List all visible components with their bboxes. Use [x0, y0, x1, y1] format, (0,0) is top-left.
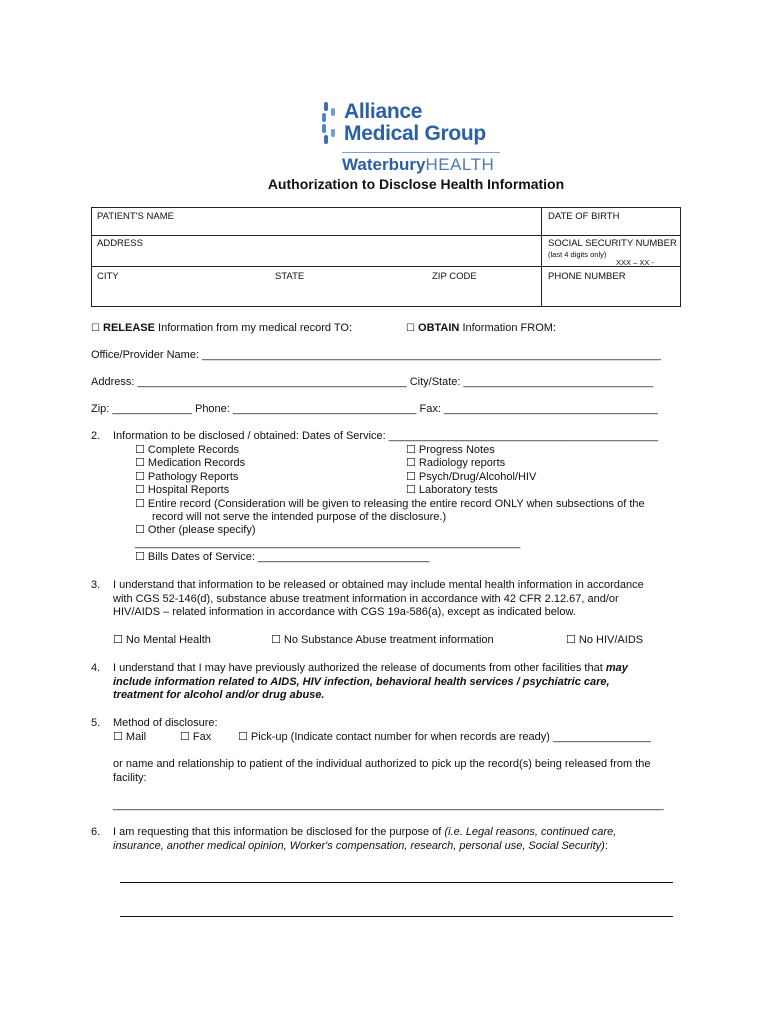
section-6-line-2: insurance, another medical opinion, Worker's compensation, research, personal use, Social Security): [113, 840, 608, 852]
patients-name-field[interactable]: PATIENT'S NAME [97, 211, 174, 222]
phone-field[interactable]: PHONE NUMBER [548, 271, 626, 282]
no-mental-health-option[interactable]: ☐ No Mental Health [113, 634, 211, 646]
section-3-number: 3. [91, 579, 101, 591]
method-mail-option[interactable]: ☐ Mail [113, 731, 147, 743]
state-field[interactable]: STATE [275, 271, 305, 282]
s2-other-specify-line[interactable]: _______________________________________________________________ [135, 537, 521, 549]
s2-entire-record-cont: record will not serve the intended purpose of the disclosure.) [152, 511, 447, 523]
logo-waterbury: WaterburyHEALTH [342, 155, 495, 174]
no-hiv-aids-option[interactable]: ☐ No HIV/AIDS [566, 634, 644, 646]
section-3-line-3: HIV/AIDS – related information in accordance with CGS 19a-586(a), except as indicated below. [113, 606, 576, 618]
office-provider-line[interactable]: Office/Provider Name: ___________________________________________________________________________ [91, 349, 661, 361]
address-field[interactable]: ADDRESS [97, 238, 143, 249]
s2-option-entire-record[interactable]: ☐ Entire record (Consideration will be given to releasing the entire record ONLY when subsections of the [135, 498, 645, 510]
section-4-number: 4. [91, 662, 101, 674]
zip-field[interactable]: ZIP CODE [432, 271, 477, 282]
logo [322, 98, 512, 178]
section-5-line-3: facility: [113, 772, 147, 784]
method-pickup-option[interactable]: ☐ Pick-up (Indicate contact number for when records are ready) ________________ [238, 731, 651, 743]
logo-line-1: Alliance [344, 100, 423, 123]
section-4-line-2: include information related to AIDS, HIV infection, behavioral health services / psychiatric care, [113, 676, 610, 688]
section-5-number: 5. [91, 717, 101, 729]
section-5-intro: Method of disclosure: [113, 717, 218, 729]
section-5-line-2: or name and relationship to patient of the individual authorized to pick up the record(s) being released from the [113, 758, 651, 770]
section-6-number: 6. [91, 826, 101, 838]
s2-option-progress[interactable]: ☐ Progress Notes [406, 444, 495, 456]
s2-option-psych[interactable]: ☐ Psych/Drug/Alcohol/HIV [406, 471, 537, 483]
no-substance-abuse-option[interactable]: ☐ No Substance Abuse treatment information [271, 634, 494, 646]
s2-option-other[interactable]: ☐ Other (please specify) [135, 524, 256, 536]
release-option[interactable]: ☐ RELEASE Information from my medical record TO: [91, 322, 353, 334]
document-title: Authorization to Disclose Health Information [267, 176, 565, 192]
zip-phone-fax-line[interactable]: Zip: _____________ Phone: ______________________________ Fax: ___________________________________ [91, 403, 659, 415]
city-field[interactable]: CITY [97, 271, 119, 282]
s2-option-bills[interactable]: ☐ Bills Dates of Service: ____________________________ [135, 551, 430, 563]
date-of-birth-field[interactable]: DATE OF BIRTH [548, 211, 620, 222]
release-checkbox-icon[interactable]: ☐ [91, 323, 100, 334]
section-3-line-1: I understand that information to be released or obtained may include mental health information in accordance [113, 579, 644, 591]
purpose-line-1[interactable] [120, 882, 673, 883]
authorized-person-line[interactable]: __________________________________________________________________________________________ [113, 799, 664, 811]
s2-option-pathology[interactable]: ☐ Pathology Reports [135, 471, 239, 483]
s2-option-complete[interactable]: ☐ Complete Records [135, 444, 240, 456]
ssn-note: (last 4 digits only) [548, 250, 607, 259]
ssn-field[interactable]: SOCIAL SECURITY NUMBER [548, 238, 677, 249]
section-3-line-2: with CGS 52-146(d), substance abuse treatment information in accordance with 42 CFR 2.12.67, and/or [113, 593, 619, 605]
s2-option-hospital[interactable]: ☐ Hospital Reports [135, 484, 230, 496]
section-2-number: 2. [91, 430, 101, 442]
logo-divider [342, 152, 500, 153]
logo-mark-icon [322, 100, 342, 146]
address-city-line[interactable]: Address: ____________________________________________ City/State: _______________________________ [91, 376, 654, 388]
section-6-line-1: I am requesting that this information be disclosed for the purpose of (i.e. Legal reasons, continued care, [113, 826, 617, 838]
s2-option-radiology[interactable]: ☐ Radiology reports [406, 457, 506, 469]
ssn-format: XXX – XX - [616, 258, 654, 267]
purpose-line-2[interactable] [120, 916, 673, 917]
section-4-line-3: treatment for alcohol and/or drug abuse. [113, 689, 325, 701]
section-2-intro[interactable]: Information to be disclosed / obtained: Dates of Service: ____________________________________________ [113, 430, 658, 442]
method-fax-option[interactable]: ☐ Fax [180, 731, 212, 743]
obtain-checkbox-icon[interactable]: ☐ [406, 323, 415, 334]
patient-info-table [91, 207, 681, 307]
logo-line-2: Medical Group [344, 122, 486, 145]
s2-option-medication[interactable]: ☐ Medication Records [135, 457, 246, 469]
s2-option-laboratory[interactable]: ☐ Laboratory tests [406, 484, 498, 496]
section-4-line-1: I understand that I may have previously authorized the release of documents from other facilities that may [113, 662, 628, 674]
obtain-option[interactable]: ☐ OBTAIN Information FROM: [406, 322, 556, 334]
